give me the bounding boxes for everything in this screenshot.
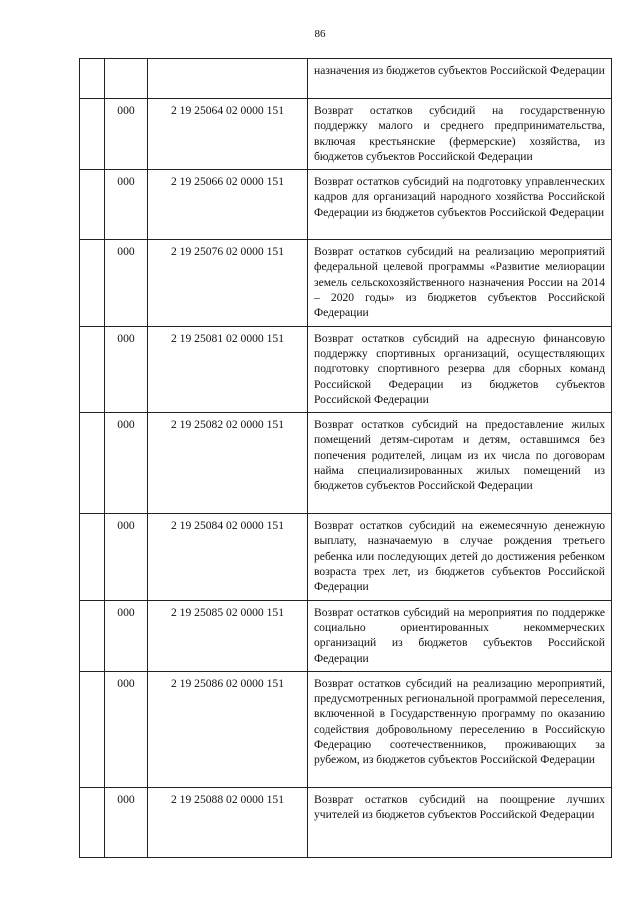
empty-cell	[80, 326, 105, 412]
admin-code-cell: 000	[105, 514, 148, 600]
admin-code-cell	[105, 59, 148, 99]
admin-code-cell: 000	[105, 326, 148, 412]
admin-code-cell: 000	[105, 671, 148, 787]
empty-cell	[80, 240, 105, 326]
description-cell: Возврат остатков субсидий на поощрение лучших учителей из бюджетов субъектов Российской Федерации	[308, 787, 612, 857]
empty-cell	[80, 600, 105, 671]
description-cell: Возврат остатков субсидий на государственную поддержку малого и среднего предпринимательства, включая крестьянские (фермерские) хозяйства, из бюджетов субъектов Российской Федерации	[308, 99, 612, 170]
description-cell: Возврат остатков субсидий на мероприятия по поддержке социально ориентированных некоммерческих организаций из бюджетов субъектов Российской Федерации	[308, 600, 612, 671]
budget-code-cell: 2 19 25084 02 0000 151	[148, 514, 308, 600]
admin-code-cell: 000	[105, 99, 148, 170]
page-number: 86	[314, 28, 326, 40]
budget-code-cell: 2 19 25088 02 0000 151	[148, 787, 308, 857]
description-cell: Возврат остатков субсидий на предоставление жилых помещений детям-сиротам и детям, оставшимся без попечения родителей, лицам из их числа по договорам найма специализированных жилых помещений из бюджетов субъектов Российской Федерации	[308, 413, 612, 514]
empty-cell	[80, 170, 105, 240]
empty-cell	[80, 99, 105, 170]
admin-code-cell: 000	[105, 413, 148, 514]
budget-code-cell	[148, 59, 308, 99]
table-row	[80, 240, 612, 326]
description-cell: Возврат остатков субсидий на реализацию мероприятий федеральной целевой программы «Развитие мелиорации земель сельскохозяйственного назначения России на 2014 – 2020 годы» из бюджетов субъектов Российской Федерации	[308, 240, 612, 326]
table-row	[80, 326, 612, 412]
table-row	[80, 787, 612, 857]
description-cell: Возврат остатков субсидий на адресную финансовую поддержку спортивных организаций, осуществляющих подготовку спортивного резерва для сборных команд Российской Федерации из бюджетов субъектов Российской Федерации	[308, 326, 612, 412]
budget-code-cell: 2 19 25086 02 0000 151	[148, 671, 308, 787]
budget-code-cell: 2 19 25085 02 0000 151	[148, 600, 308, 671]
table-row	[80, 170, 612, 240]
table-row	[80, 514, 612, 600]
admin-code-cell: 000	[105, 600, 148, 671]
empty-cell	[80, 59, 105, 99]
budget-code-cell: 2 19 25064 02 0000 151	[148, 99, 308, 170]
admin-code-cell: 000	[105, 240, 148, 326]
table-row	[80, 671, 612, 787]
description-cell: Возврат остатков субсидий на ежемесячную денежную выплату, назначаемую в случае рождения третьего ребенка или последующих детей до достижения ребенком возраста трех лет, из бюджетов субъектов Российской Федерации	[308, 514, 612, 600]
description-cell: Возврат остатков субсидий на реализацию мероприятий, предусмотренных региональной программой переселения, включенной в Государственную программу по оказанию содействия добровольному переселению в Российскую Федерацию соотечественников, проживающих за рубежом, из бюджетов субъектов Российской Федерации	[308, 671, 612, 787]
budget-code-cell: 2 19 25081 02 0000 151	[148, 326, 308, 412]
budget-code-cell: 2 19 25082 02 0000 151	[148, 413, 308, 514]
budget-code-cell: 2 19 25076 02 0000 151	[148, 240, 308, 326]
empty-cell	[80, 413, 105, 514]
table-row	[80, 413, 612, 514]
table-row	[80, 59, 612, 99]
empty-cell	[80, 514, 105, 600]
empty-cell	[80, 671, 105, 787]
table-row	[80, 600, 612, 671]
admin-code-cell: 000	[105, 170, 148, 240]
budget-code-cell: 2 19 25066 02 0000 151	[148, 170, 308, 240]
description-cell: Возврат остатков субсидий на подготовку управленческих кадров для организаций народного хозяйства Российской Федерации из бюджетов субъектов Российской Федерации	[308, 170, 612, 240]
budget-codes-table	[79, 58, 612, 858]
empty-cell	[80, 787, 105, 857]
description-cell: назначения из бюджетов субъектов Российской Федерации	[308, 59, 612, 99]
admin-code-cell: 000	[105, 787, 148, 857]
table-row	[80, 99, 612, 170]
